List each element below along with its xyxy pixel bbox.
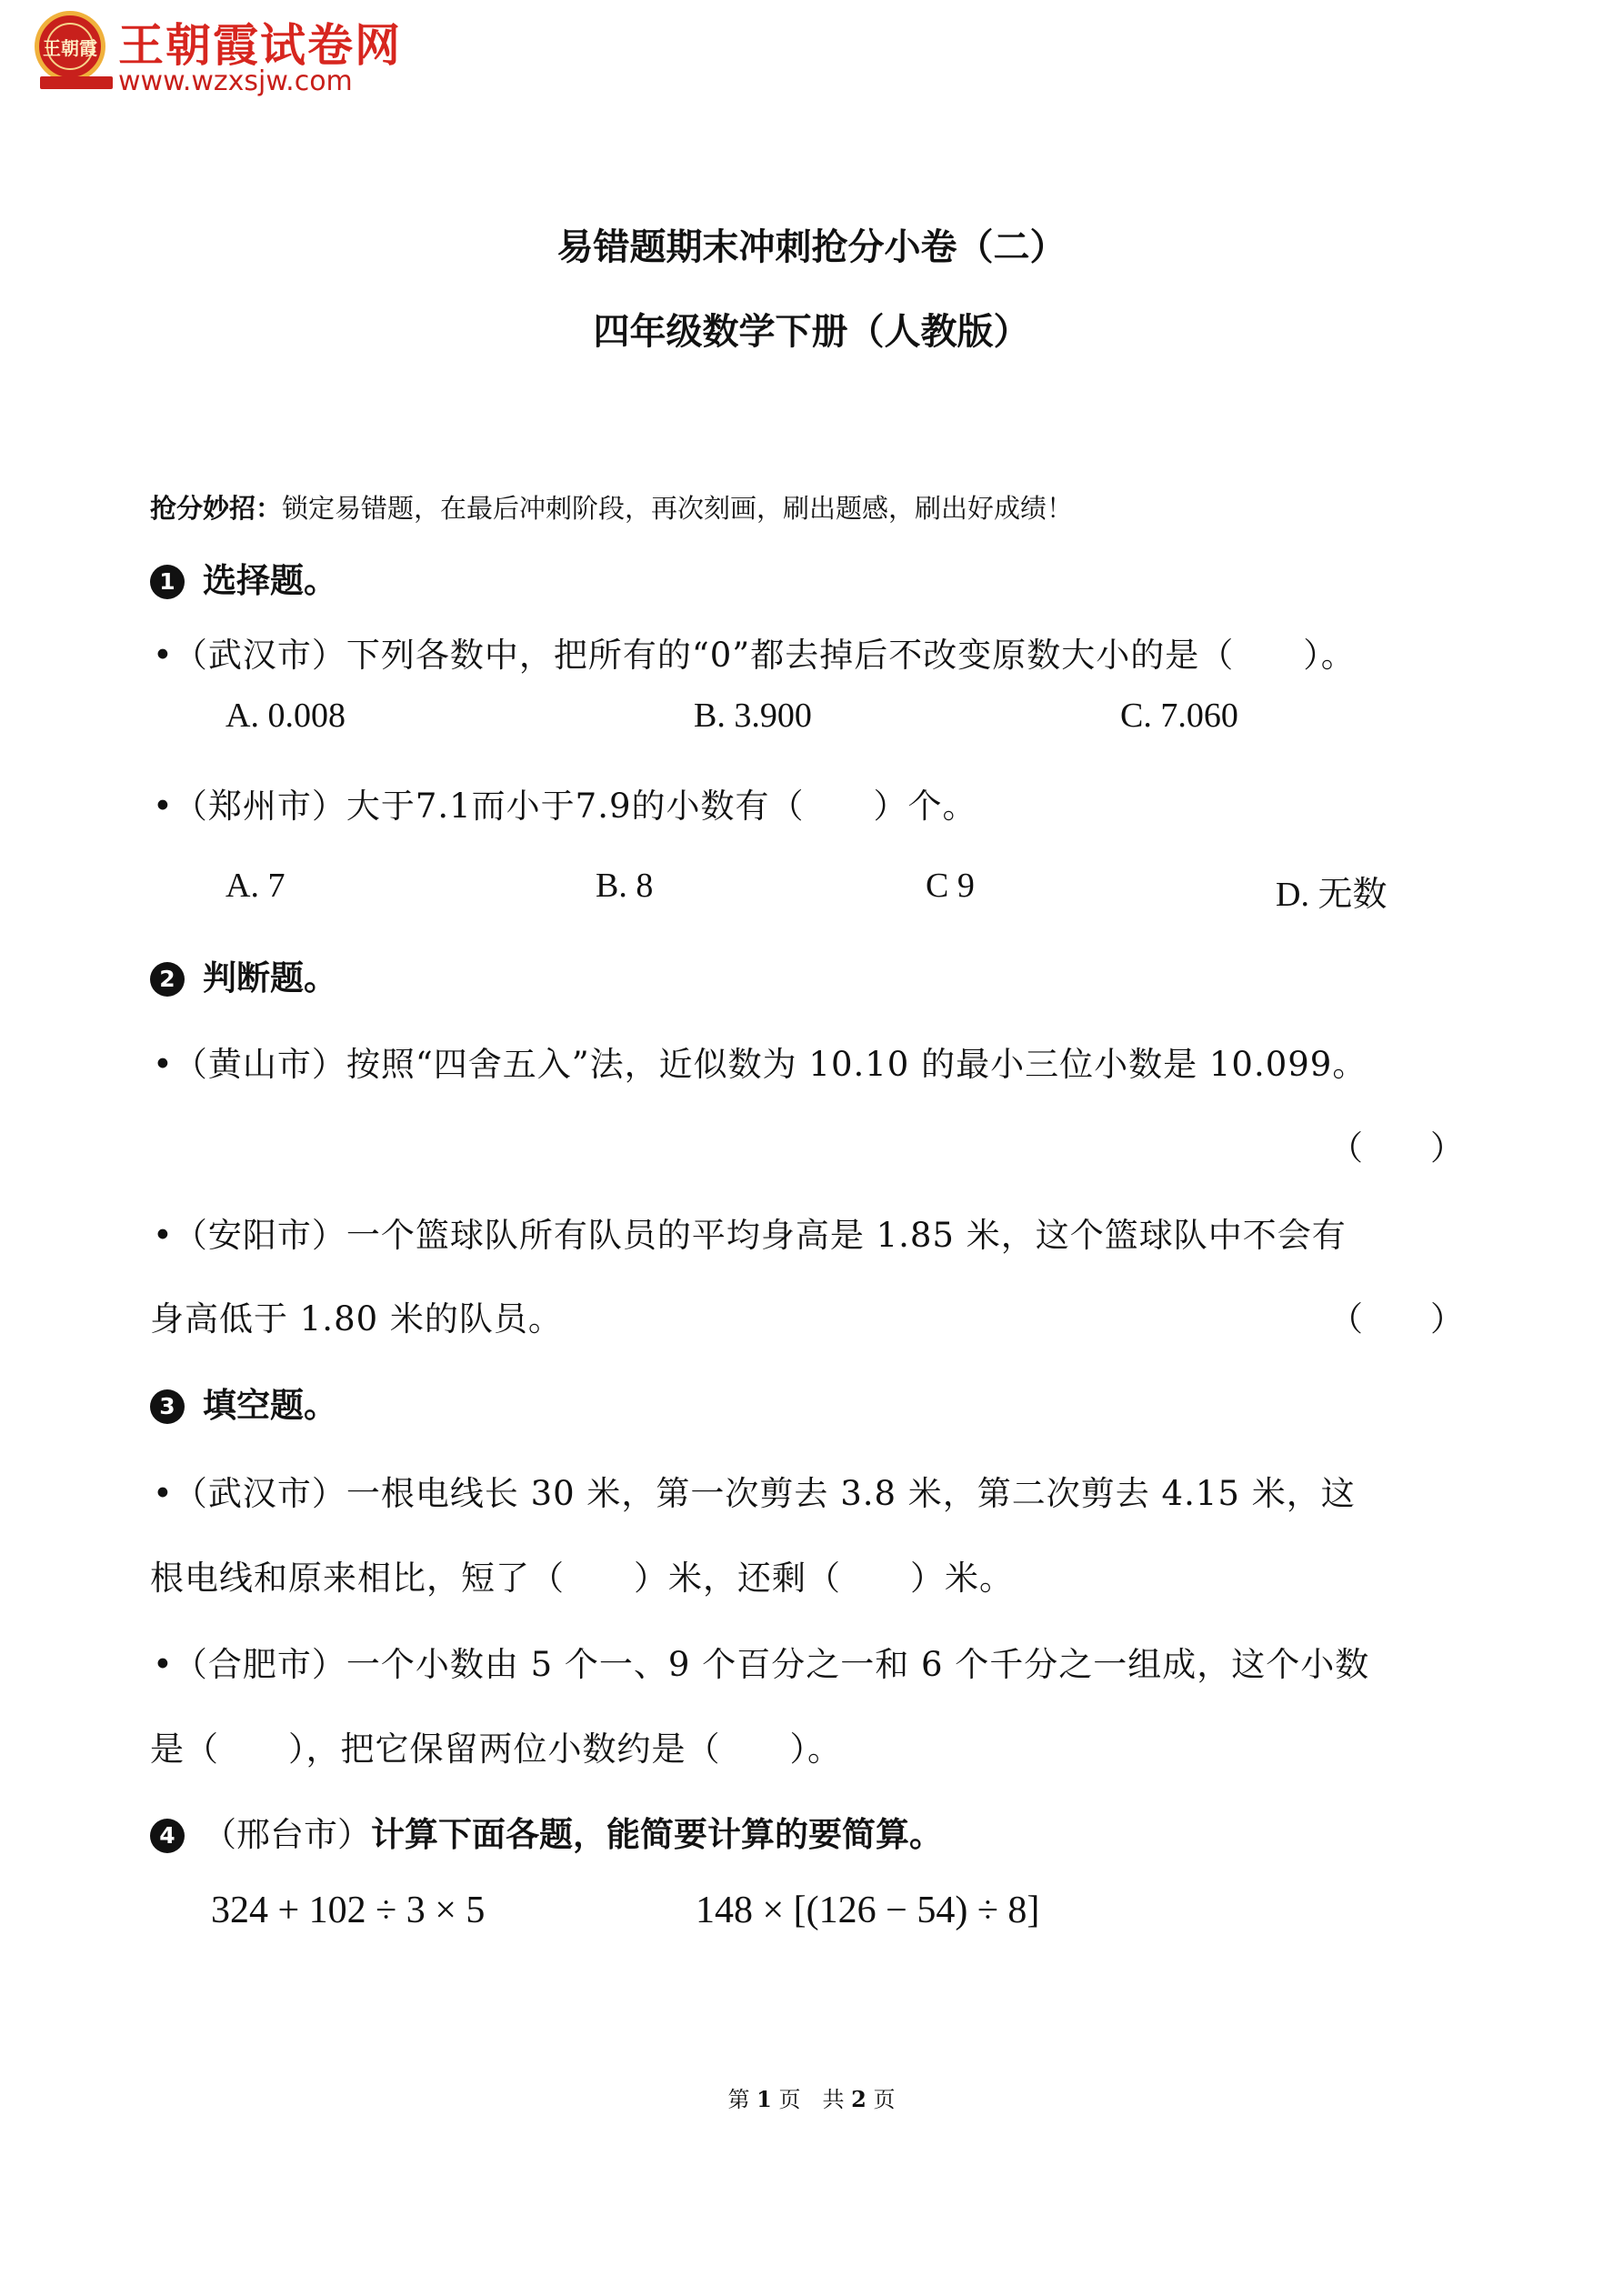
brand-url[interactable]: www.wzxsjw.com: [118, 65, 353, 97]
choice-q1-option-c: C. 7.060: [1120, 697, 1238, 735]
section-number-2: 2: [150, 962, 185, 997]
page-subtitle: 四年级数学下册（人教版）: [593, 310, 1030, 353]
fill-question-2-line1: •（合肥市）一个小数由 5 个一、9 个百分之一和 6 个千分之一组成，这个小数: [153, 1645, 1370, 1684]
section-number-4: 4: [150, 1819, 185, 1853]
fill-question-1-line2: 根电线和原来相比，短了（ ）米，还剩（ ）米。: [150, 1559, 1014, 1598]
judge-question-2-line2: 身高低于 1.80 米的队员。: [150, 1299, 563, 1338]
calc-expression-1: 324 + 102 ÷ 3 × 5: [211, 1890, 486, 1931]
page-footer: [0, 2081, 1623, 2113]
choice-q2-option-c: C 9: [926, 867, 975, 905]
section-title: 选择题。: [203, 560, 337, 600]
choice-q2-option-b: B. 8: [596, 867, 654, 905]
choice-q1-option-a: A. 0.008: [225, 697, 346, 735]
choice-q2-option-a: A. 7: [225, 867, 286, 905]
section-number-1: 1: [150, 565, 185, 599]
choice-question-1: •（武汉市）下列各数中，把所有的“0”都去掉后不改变原数大小的是（ ）。: [153, 636, 1356, 675]
judge-question-1: •（黄山市）按照“四舍五入”法，近似数为 10.10 的最小三位小数是 10.099。: [153, 1045, 1368, 1084]
logo-ribbon: [40, 76, 113, 89]
section-calc-heading: [150, 1807, 943, 1856]
choice-q2-option-d: D. 无数: [1276, 876, 1388, 914]
section-prefix: （邢台市）: [203, 1815, 371, 1854]
section-judge-heading: [150, 950, 337, 999]
section-title: 计算下面各题，能简要计算的要简算。: [371, 1814, 943, 1854]
section-title: 填空题。: [203, 1385, 337, 1425]
judge-q2-answer-blank[interactable]: （ ）: [1329, 1299, 1464, 1338]
judge-q1-answer-blank[interactable]: （ ）: [1329, 1128, 1464, 1168]
section-number-3: 3: [150, 1389, 185, 1424]
fill-question-2-line2: 是（ ），把它保留两位小数约是（ ）。: [150, 1730, 842, 1769]
footer-mid: 页 共: [778, 2087, 845, 2112]
brand-name: 王朝霞试卷网: [118, 19, 402, 72]
tip-line: [150, 488, 1073, 526]
tip-text: 锁定易错题，在最后冲刺阶段，再次刻画，刷出题感，刷出好成绩！: [282, 493, 1074, 524]
tip-label: 抢分妙招：: [150, 493, 283, 524]
section-fill-heading: [150, 1378, 337, 1427]
footer-page-number: 1: [756, 2086, 772, 2112]
section-choice-heading: [150, 553, 337, 602]
logo-seal-text: 王朝霞: [43, 37, 97, 59]
logo-seal: [35, 11, 105, 82]
page-title: 易错题期末冲刺抢分小卷（二）: [556, 226, 1067, 268]
choice-q1-option-b: B. 3.900: [694, 697, 812, 735]
judge-question-2-line1: •（安阳市）一个篮球队所有队员的平均身高是 1.85 米，这个篮球队中不会有: [153, 1216, 1347, 1255]
calc-expression-2: 148 × [(126 − 54) ÷ 8]: [696, 1890, 1040, 1931]
footer-suffix: 页: [873, 2087, 896, 2112]
footer-prefix: 第: [727, 2087, 750, 2112]
fill-question-1-line1: •（武汉市）一根电线长 30 米，第一次剪去 3.8 米，第二次剪去 4.15 米，这: [153, 1474, 1356, 1513]
footer-page-total: 2: [851, 2086, 867, 2112]
choice-question-2: •（郑州市）大于7.1而小于7.9的小数有（ ）个。: [153, 787, 977, 826]
section-title: 判断题。: [203, 958, 337, 998]
